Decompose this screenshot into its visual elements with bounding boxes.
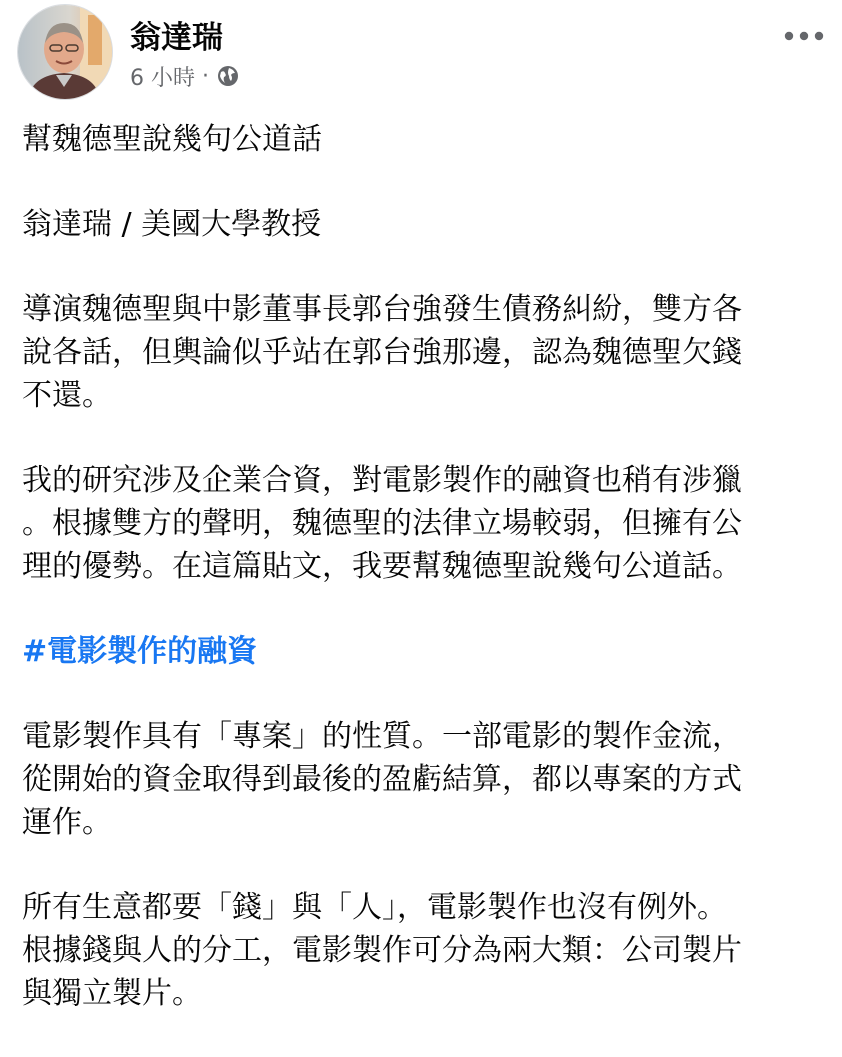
text-line: 不還。 xyxy=(22,378,112,413)
text-line: 翁達瑞 / 美國大學教授 xyxy=(22,207,322,242)
text-line: 所有生意都要「錢」與「人」，電影製作也沒有例外。 xyxy=(22,890,727,925)
more-dots-icon xyxy=(784,31,824,41)
text-line: 從開始的資金取得到最後的盈虧結算，都以專案的方式 xyxy=(22,762,742,797)
text-line: 電影製作具有「專案」的性質。一部電影的製作金流， xyxy=(22,719,742,754)
post-title xyxy=(22,118,822,161)
meta-separator: · xyxy=(202,63,209,89)
text-line: 說各話，但輿論似乎站在郭台強那邊，認為魏德聖欠錢 xyxy=(22,335,742,370)
author-avatar[interactable] xyxy=(18,5,112,99)
text-line: 根據錢與人的分工，電影製作可分為兩大類：公司製片 xyxy=(22,933,742,968)
author-name[interactable]: 翁達瑞 xyxy=(130,20,223,56)
byline xyxy=(22,203,822,246)
hashtag-link[interactable]: #電影製作的融資 xyxy=(22,634,258,669)
more-options-button[interactable] xyxy=(782,18,826,54)
post-time[interactable]: 6 小時 xyxy=(130,65,195,91)
paragraph xyxy=(22,886,822,1015)
avatar-photo xyxy=(18,5,112,99)
post-meta xyxy=(130,60,240,92)
hashtag-paragraph xyxy=(22,630,822,673)
text-line: 與獨立製片。 xyxy=(22,976,202,1011)
text-line: 理的優勢。在這篇貼文，我要幫魏德聖說幾句公道話。 xyxy=(22,549,742,584)
text-line: 我的研究涉及企業合資，對電影製作的融資也稍有涉獵 xyxy=(22,463,742,498)
paragraph xyxy=(22,715,822,844)
paragraph xyxy=(22,288,822,417)
text-line: 。根據雙方的聲明，魏德聖的法律立場較弱，但擁有公 xyxy=(22,506,742,541)
text-line: 運作。 xyxy=(22,805,112,840)
paragraph xyxy=(22,459,822,588)
globe-icon xyxy=(216,64,240,88)
post-body xyxy=(22,118,822,1057)
post-header xyxy=(0,0,842,110)
text-line: 導演魏德聖與中影董事長郭台強發生債務糾紛，雙方各 xyxy=(22,292,742,327)
text-line: 幫魏德聖說幾句公道話 xyxy=(22,122,322,157)
